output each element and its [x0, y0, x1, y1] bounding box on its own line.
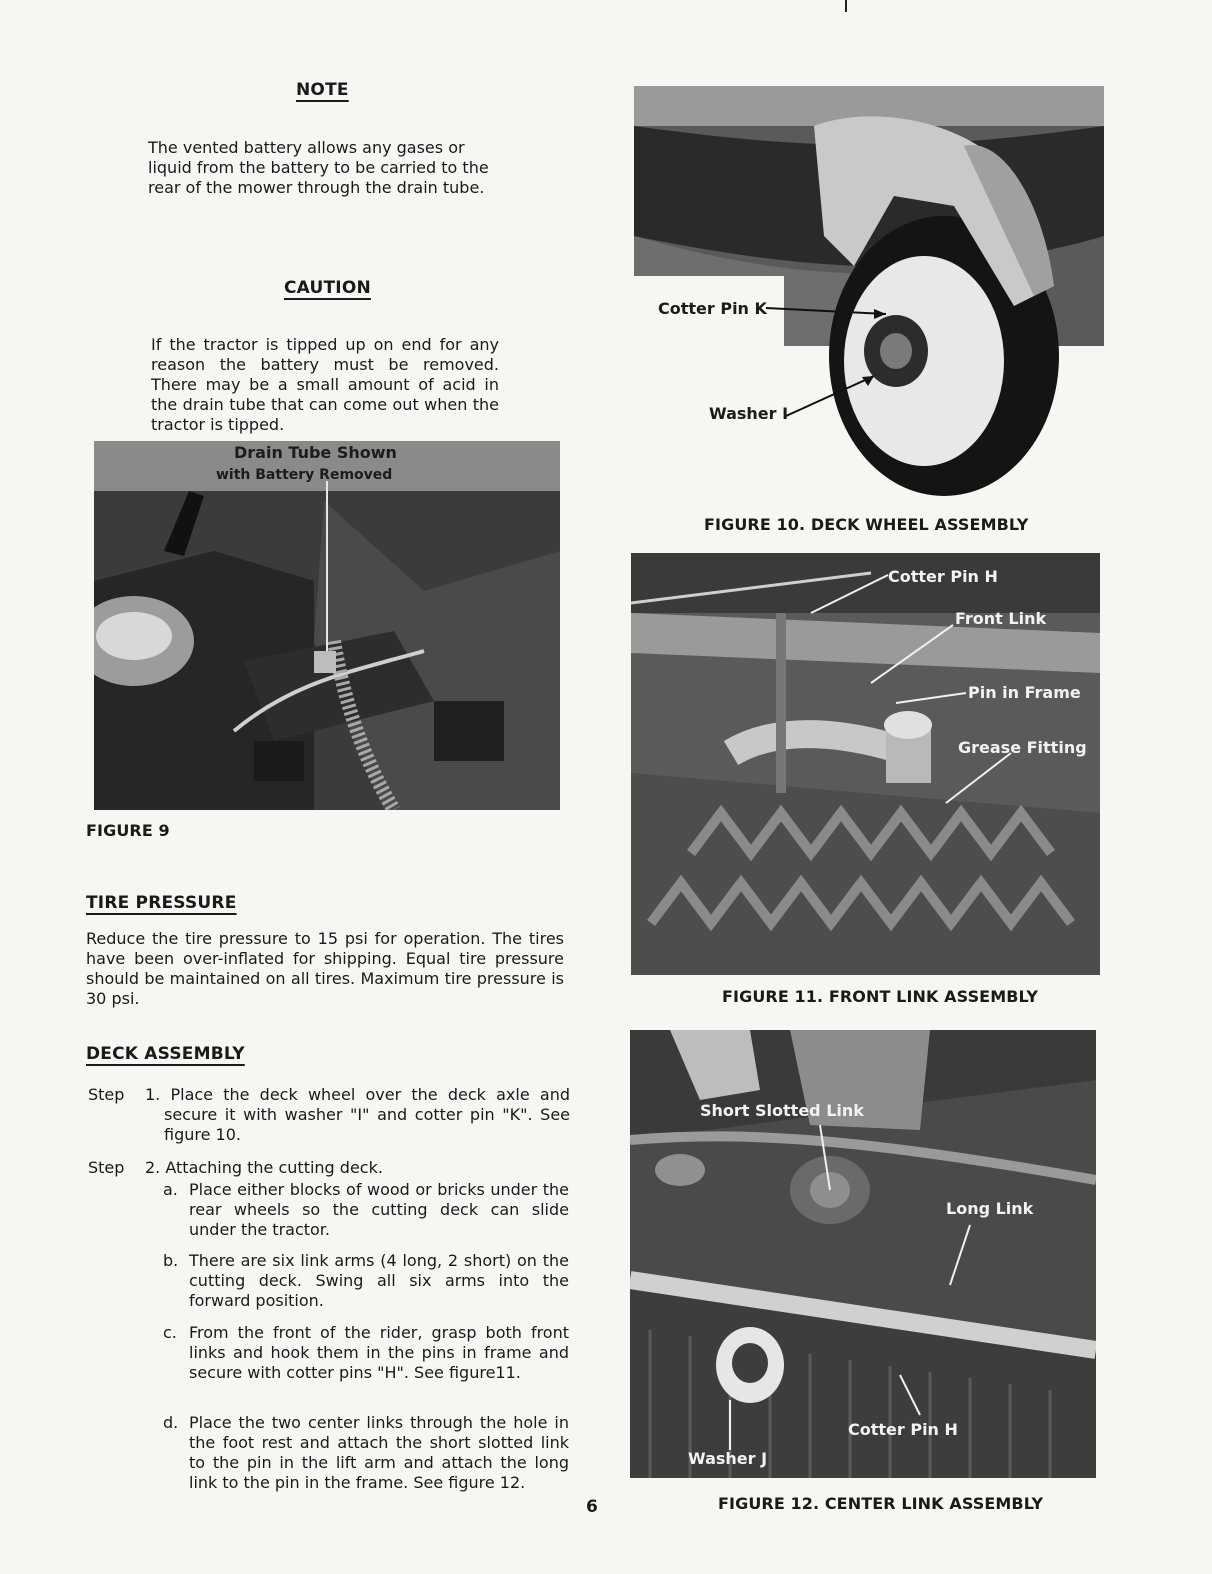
- figure9-label-line1: Drain Tube Shown: [234, 443, 397, 462]
- substep-d-letter: d.: [163, 1413, 179, 1432]
- note-text: The vented battery allows any gases or liquid from the battery to be carried to the rear of the mower through the drain tube.: [148, 138, 489, 197]
- figure9-caption: FIGURE 9: [86, 821, 170, 840]
- substep-b: [163, 1251, 569, 1313]
- step-2: [88, 1158, 570, 1180]
- step-1-label: Step: [88, 1085, 125, 1104]
- figure12-label-long: Long Link: [946, 1199, 1034, 1218]
- substep-a: [163, 1180, 569, 1242]
- substep-b-letter: b.: [163, 1251, 179, 1270]
- figure11-label-pin-frame: Pin in Frame: [968, 683, 1081, 702]
- substep-c: [163, 1323, 569, 1405]
- figure10-photo: [634, 86, 1104, 506]
- figure12-label-short: Short Slotted Link: [700, 1101, 864, 1120]
- substep-c-text: From the front of the rider, grasp both front links and hook them in the pins in frame and secure with cotter pins "H". See figure11.: [189, 1323, 569, 1382]
- step-2-label: Step: [88, 1158, 125, 1177]
- substep-b-text: There are six link arms (4 long, 2 short) on the cutting deck. Swing all six arms into the forward position.: [189, 1251, 569, 1310]
- page-number: 6: [586, 1497, 598, 1517]
- figure10-caption: FIGURE 10. DECK WHEEL ASSEMBLY: [704, 515, 1029, 534]
- substep-a-text: Place either blocks of wood or bricks under the rear wheels so the cutting deck can slide under the tractor.: [189, 1180, 569, 1239]
- figure9-label-line2: with Battery Removed: [216, 467, 393, 483]
- figure10-label-washer: Washer I: [709, 404, 789, 423]
- figure11-photo: [631, 553, 1100, 975]
- deck-assembly-heading: DECK ASSEMBLY: [86, 1044, 245, 1064]
- substep-d-text: Place the two center links through the hole in the foot rest and attach the short slotted link to the pin in the lift arm and attach the long link to the pin in the frame. See figure 12.: [189, 1413, 569, 1492]
- substep-d: [163, 1413, 569, 1515]
- figure12-label-washer: Washer J: [688, 1449, 768, 1468]
- top-mark: [845, 0, 847, 12]
- tire-pressure-heading: TIRE PRESSURE: [86, 893, 237, 913]
- figure11-label-front-link: Front Link: [955, 609, 1047, 628]
- substep-c-letter: c.: [163, 1323, 177, 1342]
- figure12-label-cotter: Cotter Pin H: [848, 1420, 958, 1439]
- figure9-photo: [94, 441, 560, 810]
- substep-a-letter: a.: [163, 1180, 178, 1199]
- step-1: [88, 1085, 570, 1147]
- figure12-caption: FIGURE 12. CENTER LINK ASSEMBLY: [718, 1494, 1044, 1513]
- figure11-label-cotter: Cotter Pin H: [888, 567, 998, 586]
- step-2-text: 2. Attaching the cutting deck.: [145, 1158, 383, 1177]
- tire-pressure-text: Reduce the tire pressure to 15 psi for operation. The tires have been over-inflated for shipping. Equal tire pressure should be maintained on all tires. Maximum tire pressure is 30 psi.: [86, 929, 564, 1008]
- caution-heading: CAUTION: [284, 278, 371, 298]
- figure11-label-grease: Grease Fitting: [958, 738, 1087, 757]
- caution-text: If the tractor is tipped up on end for any reason the battery must be removed. There may be a small amount of acid in the drain tube that can come out when the tractor is tipped.: [151, 335, 499, 434]
- step-1-text: 1. Place the deck wheel over the deck axle and secure it with washer "I" and cotter pin "K". See figure 10.: [145, 1085, 570, 1144]
- figure11-caption: FIGURE 11. FRONT LINK ASSEMBLY: [722, 987, 1039, 1006]
- note-heading: NOTE: [296, 80, 349, 100]
- figure10-label-cotter: Cotter Pin K: [658, 299, 767, 318]
- figure12-photo: [630, 1030, 1096, 1478]
